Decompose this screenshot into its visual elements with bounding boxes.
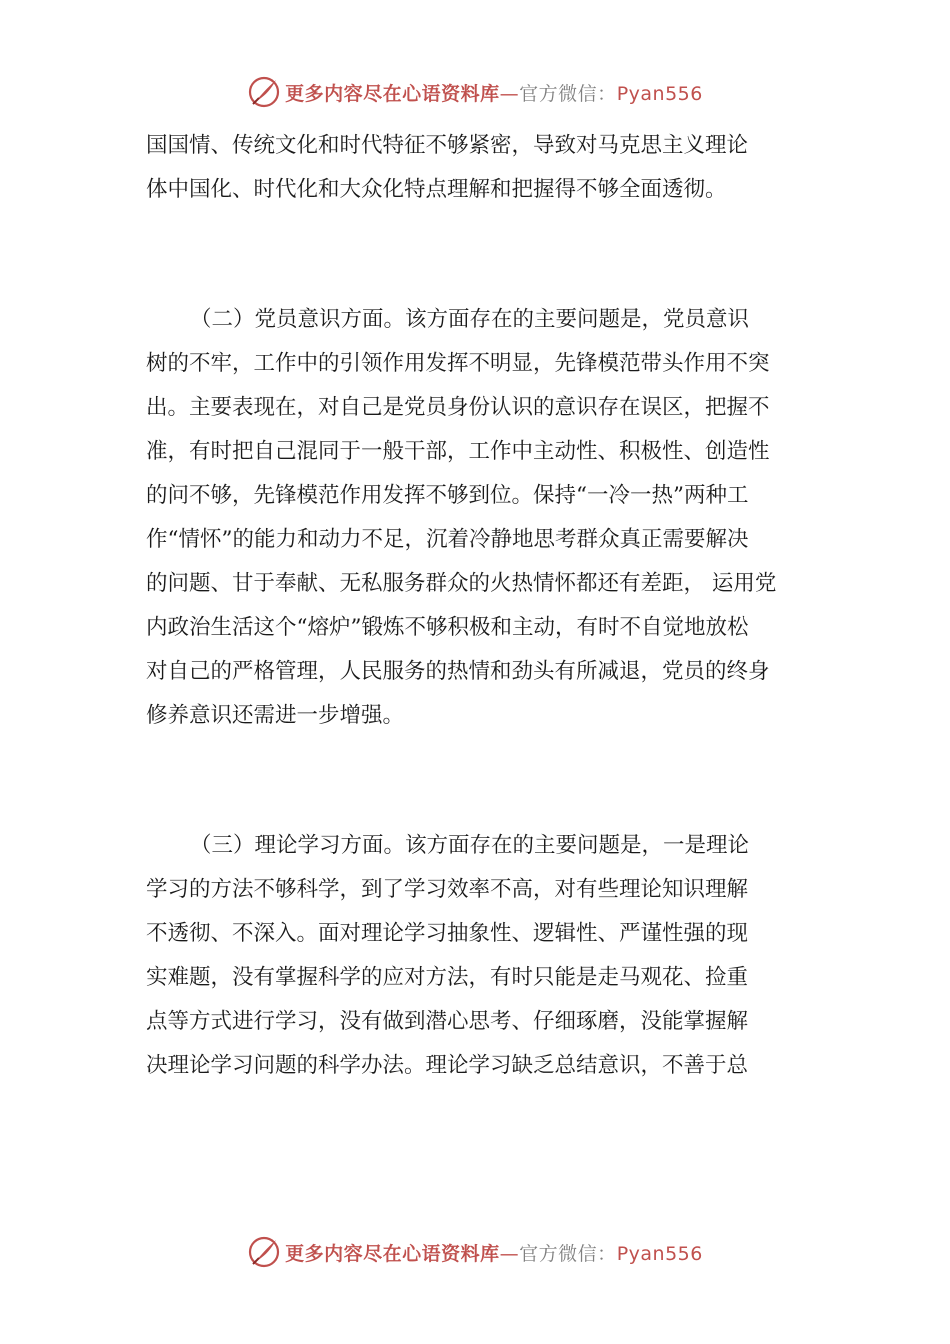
text-line: 的问不够，先锋模范作用发挥不够到位。保持“一冷一热”两种工 (146, 483, 749, 508)
paragraph-theory-study (146, 824, 818, 1088)
footer-banner (0, 1232, 950, 1272)
feather-quill-logo-icon (247, 1235, 281, 1269)
text-line: 准，有时把自己混同于一般干部，工作中主动性、积极性、创造性 (146, 439, 770, 464)
text-line: 对自己的严格管理，人民服务的热情和劲头有所减退，党员的终身 (146, 659, 770, 684)
text-line: 点等方式进行学习，没有做到潜心思考、仔细琢磨，没能掌握解 (146, 1009, 749, 1034)
header-label: 官方微信： (519, 82, 617, 105)
paragraph-gap (146, 212, 818, 298)
text-line: 不透彻、不深入。面对理论学习抽象性、逻辑性、严谨性强的现 (146, 921, 749, 946)
text-line: 体中国化、时代化和大众化特点理解和把握得不够全面透彻。 (146, 177, 727, 202)
feather-quill-logo-icon (247, 75, 281, 109)
text-line: 树的不牢，工作中的引领作用发挥不明显，先锋模范带头作用不突 (146, 351, 770, 376)
header-brand: 更多内容尽在心语资料库 (285, 82, 500, 105)
header-wechat-id: Pyan556 (616, 82, 703, 105)
text-line: （二）党员意识方面。该方面存在的主要问题是，党员意识 (190, 307, 750, 332)
text-line: 作“情怀”的能力和动力不足，沉着冷静地思考群众真正需要解决 (146, 527, 749, 552)
paragraph-continuation (146, 124, 818, 212)
footer-brand: 更多内容尽在心语资料库 (285, 1242, 500, 1265)
text-line: 修养意识还需进一步增强。 (146, 703, 405, 728)
text-line: 国国情、传统文化和时代特征不够紧密，导致对马克思主义理论 (146, 133, 749, 158)
footer-text (285, 1239, 703, 1266)
footer-dash: — (499, 1242, 520, 1265)
text-line: 内政治生活这个“熔炉”锻炼不够积极和主动，有时不自觉地放松 (146, 615, 749, 640)
header-text (285, 79, 703, 106)
header-banner (0, 72, 950, 112)
text-line: （三）理论学习方面。该方面存在的主要问题是，一是理论 (190, 833, 750, 858)
document-body (146, 124, 818, 1088)
paragraph-party-awareness (146, 298, 818, 738)
footer-wechat-id: Pyan556 (616, 1242, 703, 1265)
text-line: 的问题、甘于奉献、无私服务群众的火热情怀都还有差距， 运用党 (146, 571, 777, 596)
footer-label: 官方微信： (519, 1242, 617, 1265)
text-line: 出。主要表现在，对自己是党员身份认识的意识存在误区，把握不 (146, 395, 770, 420)
paragraph-gap (146, 738, 818, 824)
header-dash: — (499, 82, 520, 105)
text-line: 决理论学习问题的科学办法。理论学习缺乏总结意识，不善于总 (146, 1053, 749, 1078)
text-line: 学习的方法不够科学，到了学习效率不高，对有些理论知识理解 (146, 877, 749, 902)
text-line: 实难题，没有掌握科学的应对方法，有时只能是走马观花、捡重 (146, 965, 749, 990)
